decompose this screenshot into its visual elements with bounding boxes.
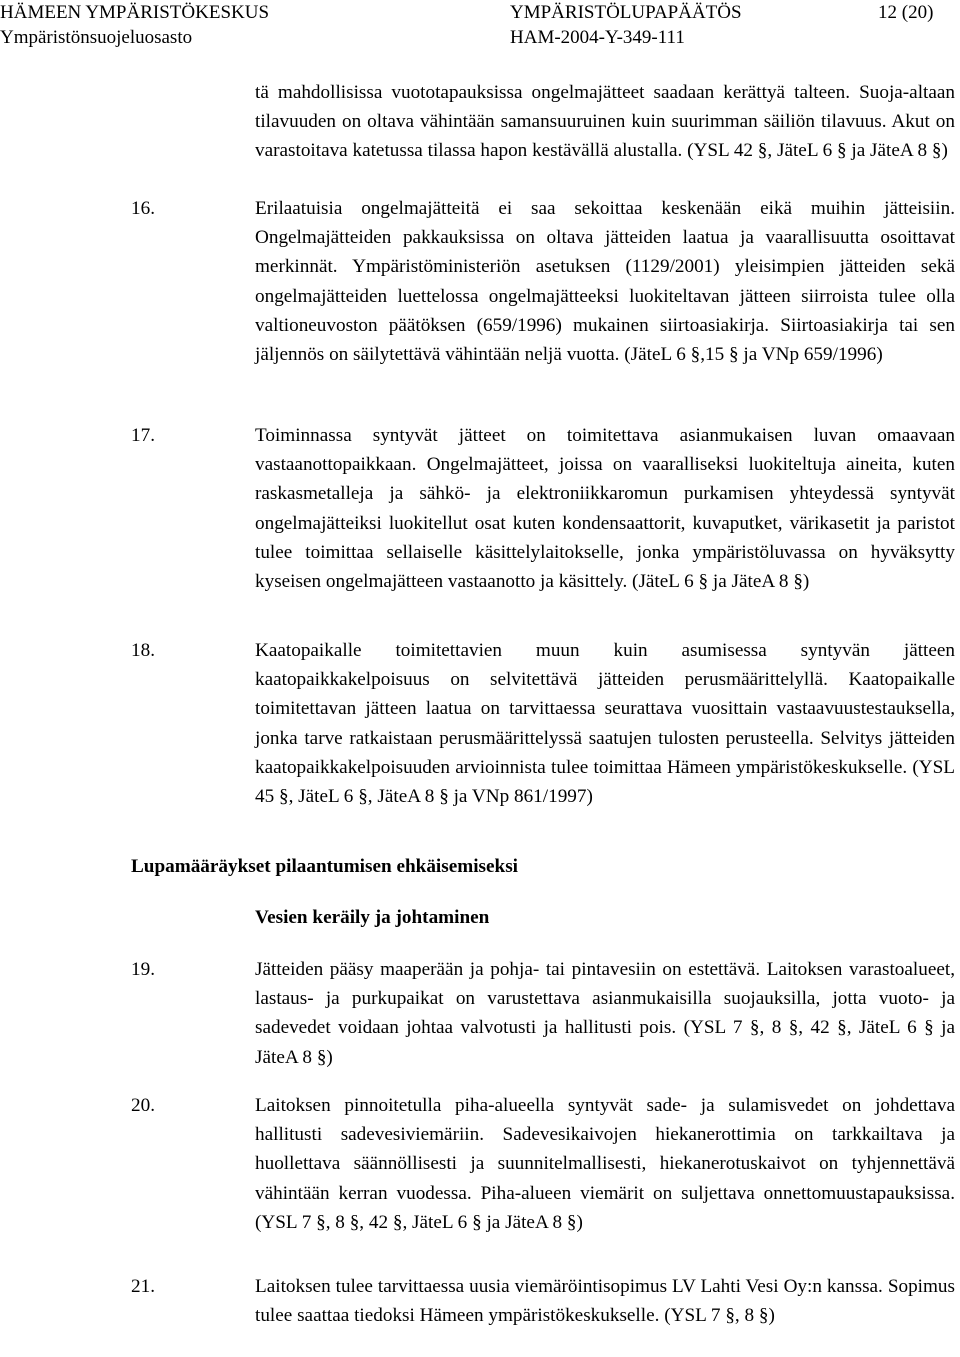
continued-paragraph: tä mahdollisissa vuototapauksissa ongelmajätteet saadaan kerättyä talteen. Suoja-altaan tilavuuden on oltava vähintään samansuuruinen kuin suurimman säiliön tilavuus. Akut on varastoitava katetussa tilassa hapon kestävällä alustalla. (YSL 42 §, JäteL 6 § ja JäteA 8 §) xyxy=(255,82,955,162)
item-text: Erilaatuisia ongelmajätteitä ei saa sekoittaa keskenään eikä muihin jätteisiin. Ongelmajätteiden pakkauksissa on oltava jätteiden laatua ja vaarallisuutta osoittavat merkinnät. Ympäristöministeriön asetuksen (1129/2001) yleisimpien jätteiden sekä ongelmajätteiden luettelossa ongelmajätteeksi luokiteltavan jätteen siirroista tulee olla valtioneuvoston päätöksen (659/1996) mukainen siirtoasiakirja. Siirtoasiakirja tai sen jäljennös on säilytettävä vähintään neljä vuotta. (JäteL 6 §,15 § ja VNp 659/1996) xyxy=(255,198,955,366)
item-text: Kaatopaikalle toimitettavien muun kuin asumisessa syntyvän jätteen kaatopaikkakelpoisuus on selvitettävä jätteiden perusmäärittelyllä. Kaatopaikalle toimitettavan jätteen laatua on tarvittaessa seurattava vuosittain vastaavuustestauksella, jonka tarve ratkaistaan perusmäärittelyssä saatujen tulosten perusteella. Selvitys jätteiden kaatopaikkakelpoisuuden arvioinnista tulee toimittaa Hämeen ympäristökeskukselle. (YSL 45 §, JäteL 6 §, JäteA 8 § ja VNp 861/1997) xyxy=(255,640,955,808)
item-number: 19. xyxy=(131,959,155,980)
item-number: 18. xyxy=(131,640,155,661)
header-page-number: 12 (20) xyxy=(878,2,934,23)
item-text: Laitoksen tulee tarvittaessa uusia viemäröintisopimus LV Lahti Vesi Oy:n kanssa. Sopimus tulee saattaa tiedoksi Hämeen ympäristökeskukselle. (YSL 7 §, 8 §) xyxy=(255,1276,955,1327)
item-number: 20. xyxy=(131,1095,155,1116)
item-number: 17. xyxy=(131,425,155,446)
item-number: 21. xyxy=(131,1276,155,1297)
header-document-type: YMPÄRISTÖLUPAPÄÄTÖS xyxy=(510,2,742,23)
item-text: Laitoksen pinnoitetulla piha-alueella syntyvät sade- ja sulamisvedet on johdettava hallitusti sadevesiviemäriin. Sadevesikaivojen hiekanerottimia on tarkkailtava ja huollettava säännöllisesti ja suunnitelmallisesti, hiekanerotuskaivot on tyhjennettävä vähintään kerran vuodessa. Piha-alueen viemärit on suljettava onnettomuustapauksissa. (YSL 7 §, 8 §, 42 §, JäteL 6 § ja JäteA 8 §) xyxy=(255,1095,955,1233)
header-document-reference: HAM-2004-Y-349-111 xyxy=(510,27,685,48)
header-organization: HÄMEEN YMPÄRISTÖKESKUS xyxy=(0,2,270,23)
sub-heading: Vesien keräily ja johtaminen xyxy=(255,907,490,928)
item-text: Jätteiden pääsy maaperään ja pohja- tai pintavesiin on estettävä. Laitoksen varastoalueet, lastaus- ja purkupaikat on varustettava asianmukaisilla suojauksilla, jotta vuoto- ja sadevedet voidaan johtaa valvotusti ja hallitusti pois. (YSL 7 §, 8 §, 42 §, JäteL 6 § ja JäteA 8 §) xyxy=(255,959,955,1068)
item-number: 16. xyxy=(131,198,155,219)
item-text: Toiminnassa syntyvät jätteet on toimitettava asianmukaisen luvan omaavaan vastaanottopaikkaan. Ongelmajätteet, joissa on vaaralliseksi luokiteltuja aineita, kuten raskasmetalleja ja sähkö- ja elektroniikkaromun purkamisen yhteydessä syntyvät ongelmajätteiksi luokitellut osat kuten kondensaattorit, kuvaputket, värikasetit ja paristot tulee toimittaa sellaiselle käsittelylaitokselle, jonka ympäristöluvassa on hyväksytty kyseisen ongelmajätteen vastaanotto ja käsittely. (JäteL 6 § ja JäteA 8 §) xyxy=(255,425,955,593)
section-heading: Lupamääräykset pilaantumisen ehkäisemiseksi xyxy=(131,856,519,877)
header-department: Ympäristönsuojeluosasto xyxy=(0,27,193,48)
